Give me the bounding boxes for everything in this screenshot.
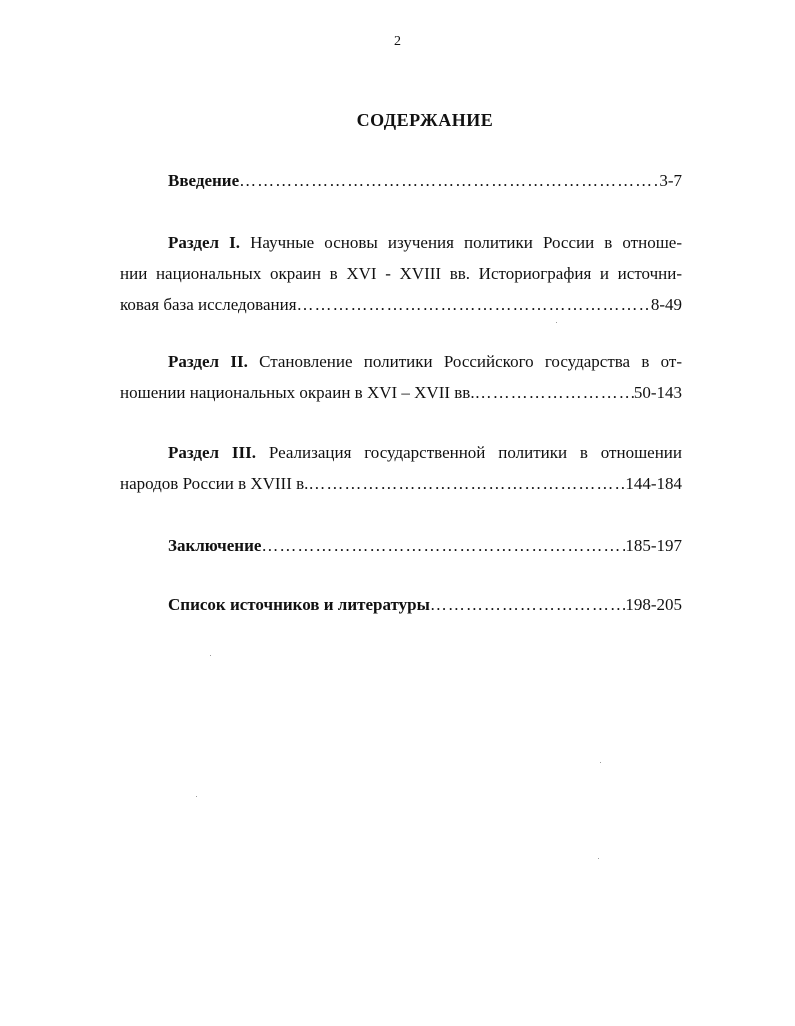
toc-line bbox=[120, 437, 682, 468]
toc-entry-introduction bbox=[120, 165, 682, 196]
toc-entry-text-line2: ношении национальных окраин в XVI – XVII вв. bbox=[120, 383, 475, 402]
toc-entry-text-line3: ковая база исследования bbox=[120, 295, 297, 314]
dot-leader bbox=[430, 589, 625, 620]
scan-speck bbox=[598, 858, 599, 859]
toc-entry-section-1 bbox=[120, 227, 682, 320]
toc-entry-label: Раздел III. bbox=[168, 443, 257, 462]
toc-entry-section-2 bbox=[120, 346, 682, 408]
toc-line bbox=[120, 165, 682, 196]
toc-line bbox=[120, 227, 682, 258]
toc-line bbox=[120, 468, 682, 499]
toc-title: СОДЕРЖАНИЕ bbox=[356, 110, 494, 130]
toc-entry-label: Раздел II. bbox=[168, 352, 248, 371]
toc-entry-text-line1: Научные основы изучения политики России в отноше- bbox=[250, 233, 682, 252]
toc-entry-pages: 144-184 bbox=[625, 474, 682, 493]
scan-speck bbox=[556, 322, 557, 323]
toc-entry-text-line2: нии национальных окраин в XVI - XVIII вв. Историография и источни- bbox=[120, 264, 682, 283]
toc-line bbox=[120, 346, 682, 377]
toc-entry-label: Введение bbox=[168, 171, 240, 190]
toc-entry-label: Заключение bbox=[168, 536, 262, 555]
toc-entry-text-line1: Становление политики Российского государства в от- bbox=[259, 352, 682, 371]
toc-line bbox=[120, 289, 682, 320]
toc-entry-pages: 185-197 bbox=[625, 536, 682, 555]
toc-entry-text-line2: народов России в XVIII в. bbox=[120, 474, 309, 493]
dot-leader bbox=[261, 530, 625, 561]
scan-speck bbox=[210, 655, 211, 656]
toc-entry-pages: 8-49 bbox=[650, 295, 682, 314]
toc-entry-pages: 198-205 bbox=[625, 595, 682, 614]
toc-line bbox=[120, 530, 682, 561]
scan-speck bbox=[196, 796, 197, 797]
toc-entry-section-3 bbox=[120, 437, 682, 499]
toc-entry-conclusion bbox=[120, 530, 682, 561]
toc-entry-bibliography bbox=[120, 589, 682, 620]
page-number: 2 bbox=[394, 34, 401, 49]
dot-leader bbox=[308, 468, 625, 499]
toc-entry-label: Список источников и литературы bbox=[168, 595, 430, 614]
scan-speck bbox=[600, 762, 601, 763]
toc-line bbox=[120, 258, 682, 289]
toc-entry-pages: 50-143 bbox=[633, 383, 682, 402]
toc-line bbox=[120, 377, 682, 408]
dot-leader bbox=[239, 165, 659, 196]
dot-leader bbox=[297, 289, 651, 320]
toc-entry-pages: 3-7 bbox=[659, 171, 682, 190]
toc-line bbox=[120, 589, 682, 620]
dot-leader bbox=[475, 377, 634, 408]
toc-entry-text-line1: Реализация государственной политики в отношении bbox=[268, 443, 682, 462]
toc-entry-label: Раздел I. bbox=[168, 233, 241, 252]
